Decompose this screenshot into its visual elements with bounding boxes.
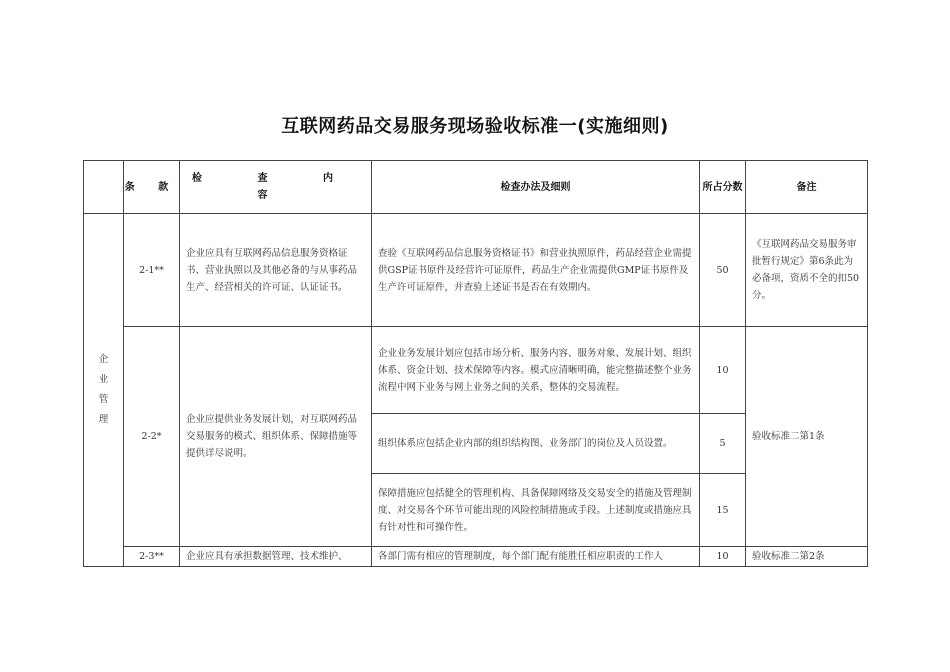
header-clause: 条 款 [124, 161, 180, 214]
remark-cell: 《互联网药品交易服务审批暂行规定》第6条此为必备项，资质不全的扣50分。 [746, 214, 868, 327]
page-title: 互联网药品交易服务现场验收标准一(实施细则) [281, 116, 669, 137]
header-category [84, 161, 124, 214]
table-row [84, 327, 868, 414]
score-cell: 50 [700, 214, 746, 327]
score-cell: 10 [700, 547, 746, 567]
clause-cell: 2-2* [124, 327, 180, 547]
method-cell: 企业业务发展计划应包括市场分析、服务内容、服务对象、发展计划、组织体系、资金计划、技术保障等内容。模式应清晰明确，能完整描述整个业务流程中网下业务与网上业务之间的关系，整体的交易流程。 [372, 327, 700, 414]
method-cell: 查验《互联网药品信息服务资格证书》和营业执照原件，药品经营企业需提供GSP证书原件及经营许可证原件，药品生产企业需提供GMP证书原件及生产许可证原件，并查验上述证书是否在有效期内。 [372, 214, 700, 327]
header-score: 所占分数 [700, 161, 746, 214]
method-cell: 组织体系应包括企业内部的组织结构图、业务部门的岗位及人员设置。 [372, 414, 700, 474]
content-cell: 企业应具有承担数据管理、技术维护、 [180, 547, 372, 567]
content-cell: 企业应具有互联网药品信息服务资格证书、营业执照以及其他必备的与从事药品生产、经营相关的许可证、认证证书。 [180, 214, 372, 327]
header-remark: 备注 [746, 161, 868, 214]
score-cell: 15 [700, 474, 746, 547]
table-header-row [84, 161, 868, 214]
clause-cell: 2-3** [124, 547, 180, 567]
acceptance-standard-table [83, 160, 868, 567]
method-cell: 各部门需有相应的管理制度，每个部门配有能胜任相应职责的工作人 [372, 547, 700, 567]
category-cell [84, 214, 124, 567]
table-row [84, 547, 868, 567]
score-cell: 5 [700, 414, 746, 474]
header-method: 检查办法及细则 [372, 161, 700, 214]
category-label: 企业管理 [98, 354, 109, 425]
content-cell: 企业应提供业务发展计划，对互联网药品交易服务的模式、组织体系、保障措施等提供详尽说明。 [180, 327, 372, 547]
score-cell: 10 [700, 327, 746, 414]
clause-cell: 2-1** [124, 214, 180, 327]
method-cell: 保障措施应包括健全的管理机构、具备保障网络及交易安全的措施及管理制度、对交易各个环节可能出现的风险控制措施或手段。上述制度或措施应具有针对性和可操作性。 [372, 474, 700, 547]
table-row [84, 214, 868, 327]
remark-cell: 验收标准二第1条 [746, 327, 868, 547]
header-content: 检 查 内 容 [180, 161, 372, 214]
remark-cell: 验收标准二第2条 [746, 547, 868, 567]
